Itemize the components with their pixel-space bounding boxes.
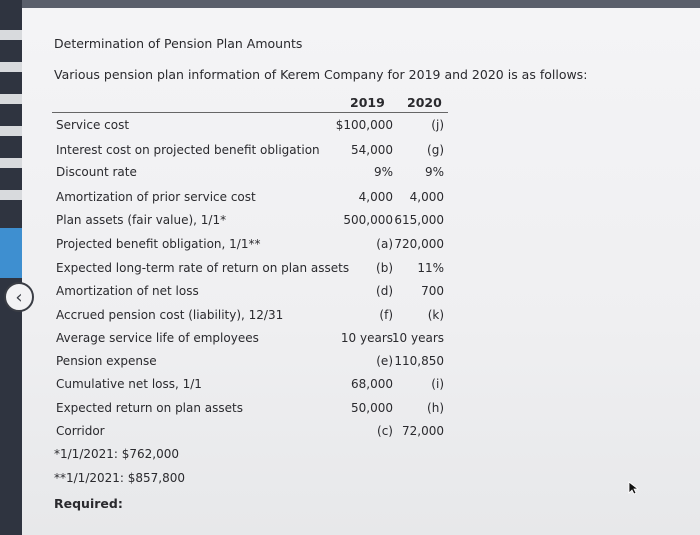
- header-rule: [52, 112, 448, 113]
- table-row: [0, 354, 700, 372]
- row-label: Discount rate: [56, 165, 137, 179]
- table-row: [0, 237, 700, 255]
- value-2020: 110,850: [394, 354, 444, 368]
- row-label: Corridor: [56, 424, 105, 438]
- row-label: Projected benefit obligation, 1/1**: [56, 237, 261, 251]
- value-2019: (c): [377, 424, 393, 438]
- value-2019: 4,000: [358, 190, 393, 204]
- chevron-left-icon: ‹: [15, 286, 23, 308]
- mouse-pointer-icon: [628, 481, 640, 495]
- thumbnail-item[interactable]: [0, 30, 22, 40]
- table-row: [0, 424, 700, 442]
- row-label: Interest cost on projected benefit obligation: [56, 143, 320, 157]
- row-label: Expected return on plan assets: [56, 401, 243, 415]
- row-label: Plan assets (fair value), 1/1*: [56, 213, 227, 227]
- value-2019: 10 years: [340, 331, 393, 345]
- table-row: [0, 284, 700, 302]
- thumbnail-item[interactable]: [0, 94, 22, 104]
- row-label: Cumulative net loss, 1/1: [56, 377, 202, 391]
- value-2020: 10 years: [391, 331, 444, 345]
- table-row: [0, 308, 700, 326]
- table-row: [0, 165, 700, 183]
- required-heading: Required:: [54, 496, 123, 511]
- value-2019: 54,000: [351, 143, 393, 157]
- page-title: Determination of Pension Plan Amounts: [54, 36, 303, 51]
- row-label: Service cost: [56, 118, 130, 132]
- table-row: [0, 143, 700, 161]
- value-2019: (f): [379, 308, 393, 322]
- value-2020: (g): [427, 143, 444, 157]
- value-2019: (b): [376, 261, 393, 275]
- thumbnail-item[interactable]: [0, 62, 22, 72]
- table-row: [0, 331, 700, 349]
- row-label: Pension expense: [56, 354, 157, 368]
- column-header-2019: 2019: [350, 95, 385, 110]
- value-2020: 615,000: [394, 213, 444, 227]
- row-label: Amortization of prior service cost: [56, 190, 256, 204]
- value-2020: (k): [427, 308, 444, 322]
- table-row: [0, 377, 700, 395]
- value-2019: 68,000: [351, 377, 393, 391]
- value-2020: (j): [431, 118, 444, 132]
- value-2020: 4,000: [409, 190, 444, 204]
- value-2019: 9%: [373, 165, 393, 179]
- table-row: [0, 190, 700, 208]
- value-2020: 9%: [424, 165, 444, 179]
- table-row: [0, 213, 700, 231]
- value-2020: 72,000: [402, 424, 444, 438]
- value-2019: 50,000: [351, 401, 393, 415]
- value-2019: (d): [376, 284, 393, 298]
- value-2019: (a): [376, 237, 393, 251]
- value-2019: $100,000: [335, 118, 393, 132]
- value-2020: (h): [427, 401, 444, 415]
- row-label: Expected long-term rate of return on plan assets: [56, 261, 350, 275]
- value-2020: 720,000: [394, 237, 444, 251]
- value-2020: 11%: [417, 261, 444, 275]
- window-top-strip: [0, 0, 700, 8]
- table-row: [0, 118, 700, 136]
- intro-text: Various pension plan information of Kerem Company for 2019 and 2020 is as follows:: [54, 67, 588, 82]
- value-2020: 700: [421, 284, 444, 298]
- row-label: Amortization of net loss: [56, 284, 199, 298]
- row-label: Accrued pension cost (liability), 12/31: [56, 308, 284, 322]
- footnote-2: **1/1/2021: $857,800: [54, 471, 186, 485]
- row-label: Average service life of employees: [56, 331, 259, 345]
- value-2019: 500,000: [343, 213, 393, 227]
- footnote-1: *1/1/2021: $762,000: [54, 447, 180, 461]
- value-2019: (e): [376, 354, 393, 368]
- table-row: [0, 401, 700, 419]
- value-2020: (i): [431, 377, 444, 391]
- table-row: [0, 261, 700, 279]
- column-header-2020: 2020: [407, 95, 442, 110]
